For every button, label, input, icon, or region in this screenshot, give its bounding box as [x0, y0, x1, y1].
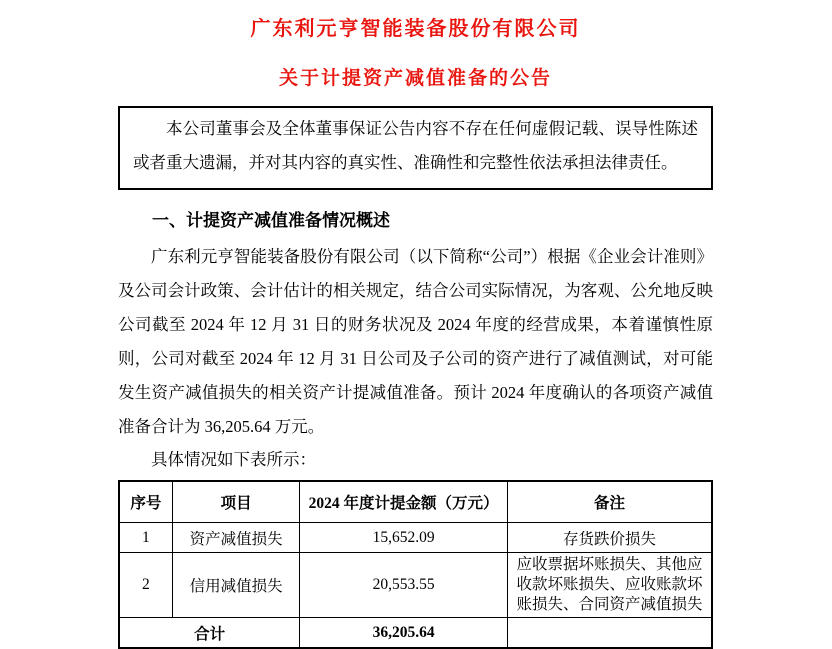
table-header-row	[119, 481, 712, 523]
announcement-title: 关于计提资产减值准备的公告	[278, 68, 552, 89]
cell-remark: 存货跌价损失	[507, 523, 712, 553]
table-intro: 具体情况如下表所示：	[151, 450, 316, 469]
table-total-row	[119, 618, 712, 649]
table-row	[119, 553, 712, 618]
total-label: 合计	[119, 618, 300, 649]
cell-seq-no: 1	[119, 523, 172, 553]
header-remark: 备注	[507, 481, 712, 523]
table-row	[119, 523, 712, 553]
cell-seq-no: 2	[119, 553, 172, 618]
cell-amount: 15,652.09	[300, 523, 508, 553]
cell-item: 资产减值损失	[172, 523, 299, 553]
header-item: 项目	[172, 481, 299, 523]
cell-remark: 应收票据坏账损失、其他应收款坏账损失、应收账款坏账损失、合同资产减值损失	[507, 553, 712, 618]
disclaimer-box	[118, 106, 713, 190]
company-title: 广东利元亨智能装备股份有限公司	[250, 18, 581, 40]
disclaimer-text: 本公司董事会及全体董事保证公告内容不存在任何虚假记载、误导性陈述或者重大遗漏，并对其内容的真实性、准确性和完整性依法承担法律责任。	[133, 119, 698, 172]
cell-item: 信用减值损失	[172, 553, 299, 618]
header-amount: 2024 年度计提金额（万元）	[300, 481, 508, 523]
impairment-table	[118, 480, 713, 649]
total-remark	[507, 618, 712, 649]
section-heading: 一、计提资产减值准备情况概述	[152, 211, 390, 230]
total-amount: 36,205.64	[300, 618, 508, 649]
cell-amount: 20,553.55	[300, 553, 508, 618]
overview-paragraph: 广东利元亨智能装备股份有限公司（以下简称“公司”）根据《企业会计准则》及公司会计政策、会计估计的相关规定，结合公司实际情况，为客观、公允地反映公司截至 2024 年 12 月 31 日的财务状况及 2024 年度的经营成果，本着谨慎性原则，公司对截至 2024 年 12 月 31 日公司及子公司的资产进行了减值测试，对可能发生资产减值损失的相关资产计提减值准备。预计 2024 年度确认的各项资产减值准备合计为 36,205.64 万元。	[118, 247, 713, 436]
header-seq-no: 序号	[119, 481, 172, 523]
